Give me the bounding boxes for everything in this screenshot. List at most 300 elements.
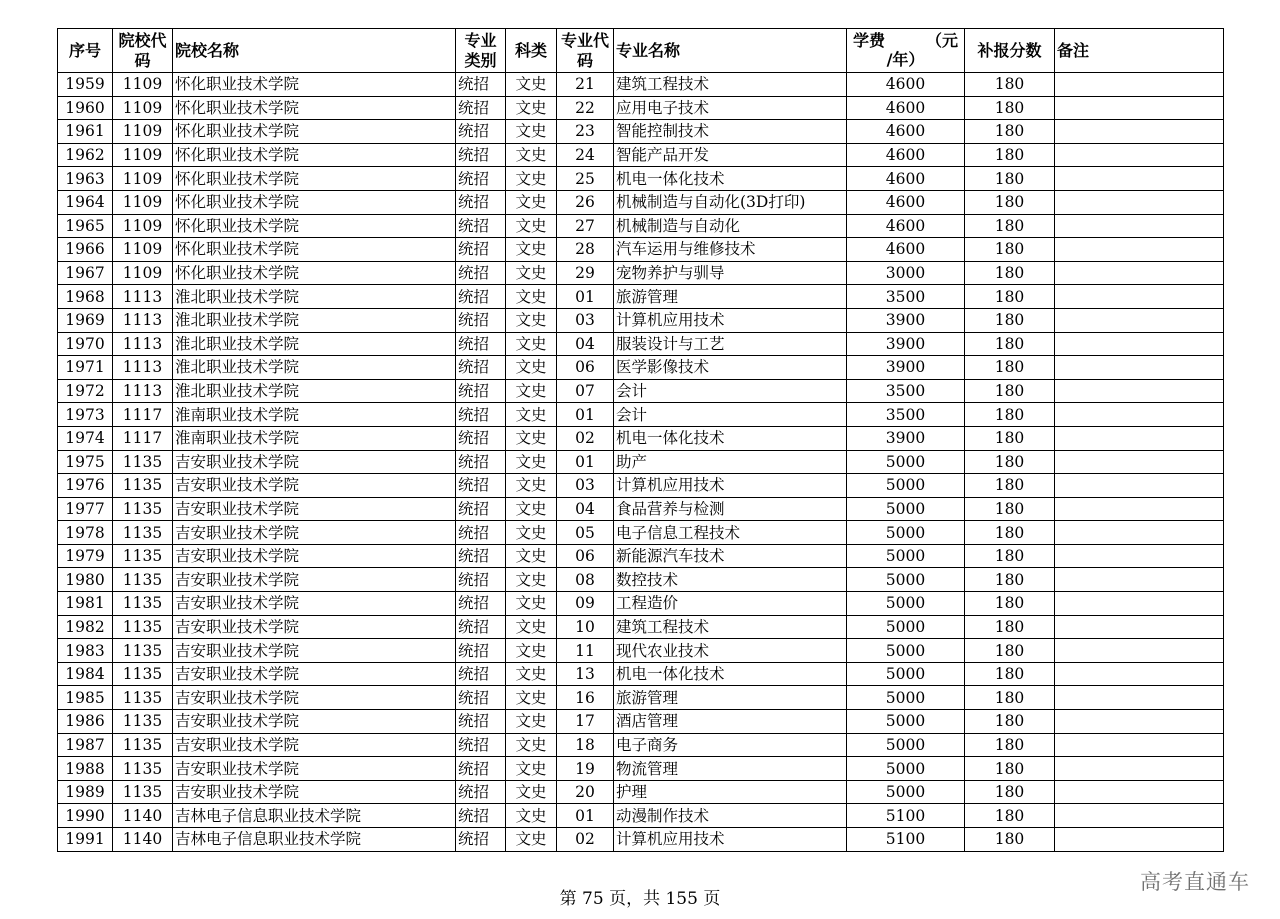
cell-note <box>1055 96 1224 120</box>
cell-school-code: 1135 <box>113 757 173 781</box>
cell-fee: 3900 <box>847 356 965 380</box>
cell-note <box>1055 568 1224 592</box>
table-row <box>58 238 1224 262</box>
cell-subject: 文史 <box>506 285 557 309</box>
cell-major-type: 统招 <box>456 308 506 332</box>
cell-school-code: 1135 <box>113 615 173 639</box>
cell-fee: 4600 <box>847 120 965 144</box>
cell-note <box>1055 757 1224 781</box>
cell-major-type: 统招 <box>456 143 506 167</box>
cell-subject: 文史 <box>506 662 557 686</box>
cell-major-name: 会计 <box>614 403 847 427</box>
cell-note <box>1055 73 1224 97</box>
cell-major-code: 11 <box>557 639 614 663</box>
table-row <box>58 710 1224 734</box>
cell-score: 180 <box>965 450 1055 474</box>
cell-major-code: 19 <box>557 757 614 781</box>
cell-major-name: 现代农业技术 <box>614 639 847 663</box>
cell-major-name: 计算机应用技术 <box>614 828 847 852</box>
cell-major-name: 物流管理 <box>614 757 847 781</box>
cell-seq: 1964 <box>58 190 113 214</box>
cell-subject: 文史 <box>506 356 557 380</box>
cell-seq: 1960 <box>58 96 113 120</box>
cell-score: 180 <box>965 356 1055 380</box>
cell-score: 180 <box>965 733 1055 757</box>
cell-seq: 1963 <box>58 167 113 191</box>
cell-subject: 文史 <box>506 686 557 710</box>
cell-school-code: 1135 <box>113 568 173 592</box>
table-row <box>58 308 1224 332</box>
table-row <box>58 450 1224 474</box>
cell-major-code: 03 <box>557 474 614 498</box>
cell-major-type: 统招 <box>456 592 506 616</box>
cell-major-name: 会计 <box>614 379 847 403</box>
cell-major-name: 汽车运用与维修技术 <box>614 238 847 262</box>
cell-major-code: 29 <box>557 261 614 285</box>
cell-major-code: 01 <box>557 804 614 828</box>
header-seq: 序号 <box>58 29 113 73</box>
cell-school-code: 1135 <box>113 592 173 616</box>
cell-major-type: 统招 <box>456 190 506 214</box>
cell-seq: 1988 <box>58 757 113 781</box>
cell-seq: 1982 <box>58 615 113 639</box>
cell-school-code: 1135 <box>113 686 173 710</box>
cell-major-code: 16 <box>557 686 614 710</box>
cell-fee: 5000 <box>847 757 965 781</box>
cell-major-type: 统招 <box>456 804 506 828</box>
cell-school-code: 1140 <box>113 828 173 852</box>
cell-school-name: 怀化职业技术学院 <box>173 190 456 214</box>
table-row <box>58 167 1224 191</box>
cell-major-name: 数控技术 <box>614 568 847 592</box>
cell-seq: 1987 <box>58 733 113 757</box>
cell-school-code: 1109 <box>113 167 173 191</box>
table-row <box>58 120 1224 144</box>
cell-school-code: 1135 <box>113 639 173 663</box>
cell-note <box>1055 592 1224 616</box>
cell-major-type: 统招 <box>456 544 506 568</box>
cell-subject: 文史 <box>506 143 557 167</box>
cell-school-name: 怀化职业技术学院 <box>173 73 456 97</box>
header-fee <box>847 29 965 73</box>
cell-subject: 文史 <box>506 403 557 427</box>
cell-school-name: 吉安职业技术学院 <box>173 615 456 639</box>
cell-school-code: 1109 <box>113 96 173 120</box>
cell-score: 180 <box>965 521 1055 545</box>
cell-school-code: 1117 <box>113 426 173 450</box>
table-row <box>58 662 1224 686</box>
table-row <box>58 780 1224 804</box>
cell-major-type: 统招 <box>456 285 506 309</box>
cell-fee: 5100 <box>847 828 965 852</box>
cell-school-name: 怀化职业技术学院 <box>173 96 456 120</box>
cell-school-code: 1135 <box>113 497 173 521</box>
cell-note <box>1055 426 1224 450</box>
cell-subject: 文史 <box>506 710 557 734</box>
cell-major-type: 统招 <box>456 332 506 356</box>
cell-major-name: 食品营养与检测 <box>614 497 847 521</box>
admissions-table <box>57 28 1224 852</box>
cell-fee: 4600 <box>847 214 965 238</box>
cell-major-type: 统招 <box>456 686 506 710</box>
cell-school-name: 怀化职业技术学院 <box>173 143 456 167</box>
table-row <box>58 757 1224 781</box>
cell-score: 180 <box>965 497 1055 521</box>
cell-score: 180 <box>965 662 1055 686</box>
cell-fee: 5000 <box>847 615 965 639</box>
cell-score: 180 <box>965 261 1055 285</box>
table-row <box>58 592 1224 616</box>
cell-major-code: 05 <box>557 521 614 545</box>
table-row <box>58 96 1224 120</box>
cell-school-name: 吉安职业技术学院 <box>173 544 456 568</box>
cell-major-type: 统招 <box>456 450 506 474</box>
cell-subject: 文史 <box>506 544 557 568</box>
cell-note <box>1055 238 1224 262</box>
cell-major-name: 计算机应用技术 <box>614 474 847 498</box>
cell-school-name: 吉安职业技术学院 <box>173 450 456 474</box>
header-school-name: 院校名称 <box>173 29 456 73</box>
cell-subject: 文史 <box>506 521 557 545</box>
cell-major-code: 18 <box>557 733 614 757</box>
cell-score: 180 <box>965 710 1055 734</box>
cell-major-type: 统招 <box>456 662 506 686</box>
cell-major-name: 机电一体化技术 <box>614 426 847 450</box>
cell-note <box>1055 167 1224 191</box>
cell-major-name: 酒店管理 <box>614 710 847 734</box>
cell-seq: 1976 <box>58 474 113 498</box>
header-major-code: 专业代码 <box>557 29 614 73</box>
cell-school-name: 吉安职业技术学院 <box>173 592 456 616</box>
cell-score: 180 <box>965 73 1055 97</box>
cell-school-name: 淮北职业技术学院 <box>173 356 456 380</box>
cell-fee: 4600 <box>847 143 965 167</box>
cell-school-code: 1109 <box>113 73 173 97</box>
page-number: 第 75 页，共 155 页 <box>559 889 721 909</box>
table-row <box>58 403 1224 427</box>
cell-fee: 5000 <box>847 733 965 757</box>
header-note: 备注 <box>1055 29 1224 73</box>
cell-subject: 文史 <box>506 190 557 214</box>
cell-subject: 文史 <box>506 568 557 592</box>
cell-score: 180 <box>965 403 1055 427</box>
table-row <box>58 214 1224 238</box>
cell-school-name: 淮北职业技术学院 <box>173 308 456 332</box>
cell-score: 180 <box>965 615 1055 639</box>
cell-note <box>1055 308 1224 332</box>
cell-note <box>1055 190 1224 214</box>
cell-school-code: 1113 <box>113 356 173 380</box>
cell-school-name: 吉安职业技术学院 <box>173 497 456 521</box>
table-row <box>58 356 1224 380</box>
cell-fee: 5000 <box>847 686 965 710</box>
cell-seq: 1984 <box>58 662 113 686</box>
cell-school-name: 吉林电子信息职业技术学院 <box>173 828 456 852</box>
cell-major-name: 应用电子技术 <box>614 96 847 120</box>
header-subject: 科类 <box>506 29 557 73</box>
cell-seq: 1966 <box>58 238 113 262</box>
cell-school-code: 1135 <box>113 710 173 734</box>
cell-major-type: 统招 <box>456 615 506 639</box>
cell-school-code: 1109 <box>113 120 173 144</box>
table-row <box>58 686 1224 710</box>
cell-note <box>1055 285 1224 309</box>
table-row <box>58 733 1224 757</box>
cell-major-type: 统招 <box>456 403 506 427</box>
cell-note <box>1055 828 1224 852</box>
cell-major-name: 电子信息工程技术 <box>614 521 847 545</box>
table-row <box>58 497 1224 521</box>
cell-score: 180 <box>965 686 1055 710</box>
cell-major-type: 统招 <box>456 757 506 781</box>
cell-school-name: 怀化职业技术学院 <box>173 120 456 144</box>
cell-note <box>1055 780 1224 804</box>
cell-score: 180 <box>965 426 1055 450</box>
cell-school-code: 1113 <box>113 379 173 403</box>
cell-fee: 4600 <box>847 96 965 120</box>
cell-major-code: 28 <box>557 238 614 262</box>
table-row <box>58 332 1224 356</box>
cell-score: 180 <box>965 190 1055 214</box>
cell-school-code: 1140 <box>113 804 173 828</box>
cell-major-code: 04 <box>557 497 614 521</box>
cell-major-name: 护理 <box>614 780 847 804</box>
cell-note <box>1055 474 1224 498</box>
cell-fee: 3900 <box>847 426 965 450</box>
cell-note <box>1055 143 1224 167</box>
cell-major-type: 统招 <box>456 73 506 97</box>
cell-school-name: 怀化职业技术学院 <box>173 167 456 191</box>
cell-major-name: 计算机应用技术 <box>614 308 847 332</box>
cell-seq: 1971 <box>58 356 113 380</box>
cell-fee: 3900 <box>847 308 965 332</box>
cell-score: 180 <box>965 120 1055 144</box>
cell-note <box>1055 639 1224 663</box>
cell-subject: 文史 <box>506 73 557 97</box>
cell-fee: 5000 <box>847 450 965 474</box>
cell-school-name: 吉安职业技术学院 <box>173 568 456 592</box>
cell-score: 180 <box>965 167 1055 191</box>
cell-major-name: 机电一体化技术 <box>614 662 847 686</box>
cell-major-type: 统招 <box>456 474 506 498</box>
table-row <box>58 143 1224 167</box>
cell-school-name: 吉安职业技术学院 <box>173 662 456 686</box>
cell-major-type: 统招 <box>456 780 506 804</box>
header-row <box>58 29 1224 73</box>
cell-major-type: 统招 <box>456 521 506 545</box>
table-row <box>58 379 1224 403</box>
cell-subject: 文史 <box>506 167 557 191</box>
cell-school-code: 1135 <box>113 521 173 545</box>
cell-major-code: 01 <box>557 403 614 427</box>
table-row <box>58 828 1224 852</box>
table-row <box>58 639 1224 663</box>
cell-school-name: 吉林电子信息职业技术学院 <box>173 804 456 828</box>
cell-major-name: 服装设计与工艺 <box>614 332 847 356</box>
cell-major-name: 建筑工程技术 <box>614 73 847 97</box>
table-body <box>58 73 1224 852</box>
cell-school-name: 淮北职业技术学院 <box>173 332 456 356</box>
cell-note <box>1055 521 1224 545</box>
cell-score: 180 <box>965 379 1055 403</box>
cell-major-name: 旅游管理 <box>614 285 847 309</box>
cell-fee: 3000 <box>847 261 965 285</box>
cell-note <box>1055 497 1224 521</box>
cell-fee: 3500 <box>847 285 965 309</box>
cell-major-code: 26 <box>557 190 614 214</box>
cell-school-name: 吉安职业技术学院 <box>173 780 456 804</box>
cell-note <box>1055 662 1224 686</box>
header-major-type: 专业类别 <box>456 29 506 73</box>
cell-note <box>1055 379 1224 403</box>
cell-fee: 3500 <box>847 403 965 427</box>
cell-major-type: 统招 <box>456 356 506 380</box>
table-row <box>58 521 1224 545</box>
cell-school-code: 1135 <box>113 780 173 804</box>
cell-score: 180 <box>965 592 1055 616</box>
cell-school-code: 1109 <box>113 261 173 285</box>
cell-score: 180 <box>965 828 1055 852</box>
cell-major-type: 统招 <box>456 261 506 285</box>
cell-major-code: 01 <box>557 285 614 309</box>
cell-major-code: 07 <box>557 379 614 403</box>
cell-major-code: 03 <box>557 308 614 332</box>
cell-school-code: 1135 <box>113 450 173 474</box>
table-row <box>58 474 1224 498</box>
cell-major-code: 02 <box>557 828 614 852</box>
cell-subject: 文史 <box>506 592 557 616</box>
cell-score: 180 <box>965 544 1055 568</box>
cell-subject: 文史 <box>506 497 557 521</box>
cell-major-type: 统招 <box>456 379 506 403</box>
cell-major-name: 机电一体化技术 <box>614 167 847 191</box>
table-row <box>58 568 1224 592</box>
cell-seq: 1970 <box>58 332 113 356</box>
cell-seq: 1975 <box>58 450 113 474</box>
cell-school-name: 吉安职业技术学院 <box>173 521 456 545</box>
cell-subject: 文史 <box>506 450 557 474</box>
header-score: 补报分数 <box>965 29 1055 73</box>
cell-major-type: 统招 <box>456 120 506 144</box>
cell-subject: 文史 <box>506 733 557 757</box>
cell-major-type: 统招 <box>456 639 506 663</box>
cell-score: 180 <box>965 214 1055 238</box>
cell-major-code: 20 <box>557 780 614 804</box>
cell-major-name: 电子商务 <box>614 733 847 757</box>
cell-major-name: 建筑工程技术 <box>614 615 847 639</box>
cell-seq: 1983 <box>58 639 113 663</box>
cell-major-code: 22 <box>557 96 614 120</box>
cell-seq: 1991 <box>58 828 113 852</box>
cell-note <box>1055 710 1224 734</box>
header-fee-unit: （元 <box>925 31 958 50</box>
cell-score: 180 <box>965 96 1055 120</box>
cell-seq: 1959 <box>58 73 113 97</box>
cell-note <box>1055 450 1224 474</box>
cell-major-name: 医学影像技术 <box>614 356 847 380</box>
cell-major-name: 宠物养护与驯导 <box>614 261 847 285</box>
cell-major-type: 统招 <box>456 96 506 120</box>
cell-seq: 1980 <box>58 568 113 592</box>
cell-major-code: 06 <box>557 356 614 380</box>
cell-subject: 文史 <box>506 426 557 450</box>
cell-fee: 5000 <box>847 474 965 498</box>
cell-major-code: 25 <box>557 167 614 191</box>
cell-school-code: 1135 <box>113 662 173 686</box>
cell-school-code: 1135 <box>113 474 173 498</box>
cell-score: 180 <box>965 757 1055 781</box>
cell-school-name: 淮北职业技术学院 <box>173 379 456 403</box>
cell-score: 180 <box>965 332 1055 356</box>
cell-school-name: 怀化职业技术学院 <box>173 261 456 285</box>
cell-major-name: 机械制造与自动化(3D打印) <box>614 190 847 214</box>
cell-school-name: 淮北职业技术学院 <box>173 285 456 309</box>
cell-school-code: 1135 <box>113 733 173 757</box>
cell-school-code: 1109 <box>113 238 173 262</box>
cell-seq: 1981 <box>58 592 113 616</box>
cell-school-name: 淮南职业技术学院 <box>173 426 456 450</box>
header-school-code: 院校代码 <box>113 29 173 73</box>
cell-school-code: 1109 <box>113 190 173 214</box>
cell-score: 180 <box>965 780 1055 804</box>
cell-school-name: 怀化职业技术学院 <box>173 238 456 262</box>
cell-school-name: 吉安职业技术学院 <box>173 710 456 734</box>
cell-note <box>1055 261 1224 285</box>
cell-note <box>1055 686 1224 710</box>
cell-note <box>1055 120 1224 144</box>
table-row <box>58 285 1224 309</box>
cell-subject: 文史 <box>506 308 557 332</box>
cell-fee: 5000 <box>847 780 965 804</box>
cell-seq: 1973 <box>58 403 113 427</box>
cell-major-name: 新能源汽车技术 <box>614 544 847 568</box>
cell-seq: 1972 <box>58 379 113 403</box>
cell-major-code: 27 <box>557 214 614 238</box>
cell-major-code: 10 <box>557 615 614 639</box>
cell-fee: 5000 <box>847 710 965 734</box>
cell-major-name: 助产 <box>614 450 847 474</box>
cell-note <box>1055 403 1224 427</box>
table-row <box>58 804 1224 828</box>
table-row <box>58 426 1224 450</box>
cell-subject: 文史 <box>506 120 557 144</box>
cell-major-type: 统招 <box>456 238 506 262</box>
cell-subject: 文史 <box>506 615 557 639</box>
cell-fee: 3900 <box>847 332 965 356</box>
cell-school-code: 1117 <box>113 403 173 427</box>
cell-school-code: 1113 <box>113 308 173 332</box>
cell-subject: 文史 <box>506 757 557 781</box>
cell-subject: 文史 <box>506 639 557 663</box>
cell-score: 180 <box>965 804 1055 828</box>
cell-major-code: 06 <box>557 544 614 568</box>
cell-score: 180 <box>965 308 1055 332</box>
cell-major-type: 统招 <box>456 497 506 521</box>
cell-school-name: 淮南职业技术学院 <box>173 403 456 427</box>
header-fee-per-year: /年） <box>886 50 925 69</box>
cell-major-type: 统招 <box>456 733 506 757</box>
cell-fee: 4600 <box>847 73 965 97</box>
cell-seq: 1969 <box>58 308 113 332</box>
cell-school-code: 1113 <box>113 332 173 356</box>
cell-major-type: 统招 <box>456 828 506 852</box>
cell-fee: 5000 <box>847 497 965 521</box>
cell-seq: 1990 <box>58 804 113 828</box>
cell-note <box>1055 615 1224 639</box>
cell-seq: 1962 <box>58 143 113 167</box>
cell-major-code: 23 <box>557 120 614 144</box>
cell-major-type: 统招 <box>456 214 506 238</box>
